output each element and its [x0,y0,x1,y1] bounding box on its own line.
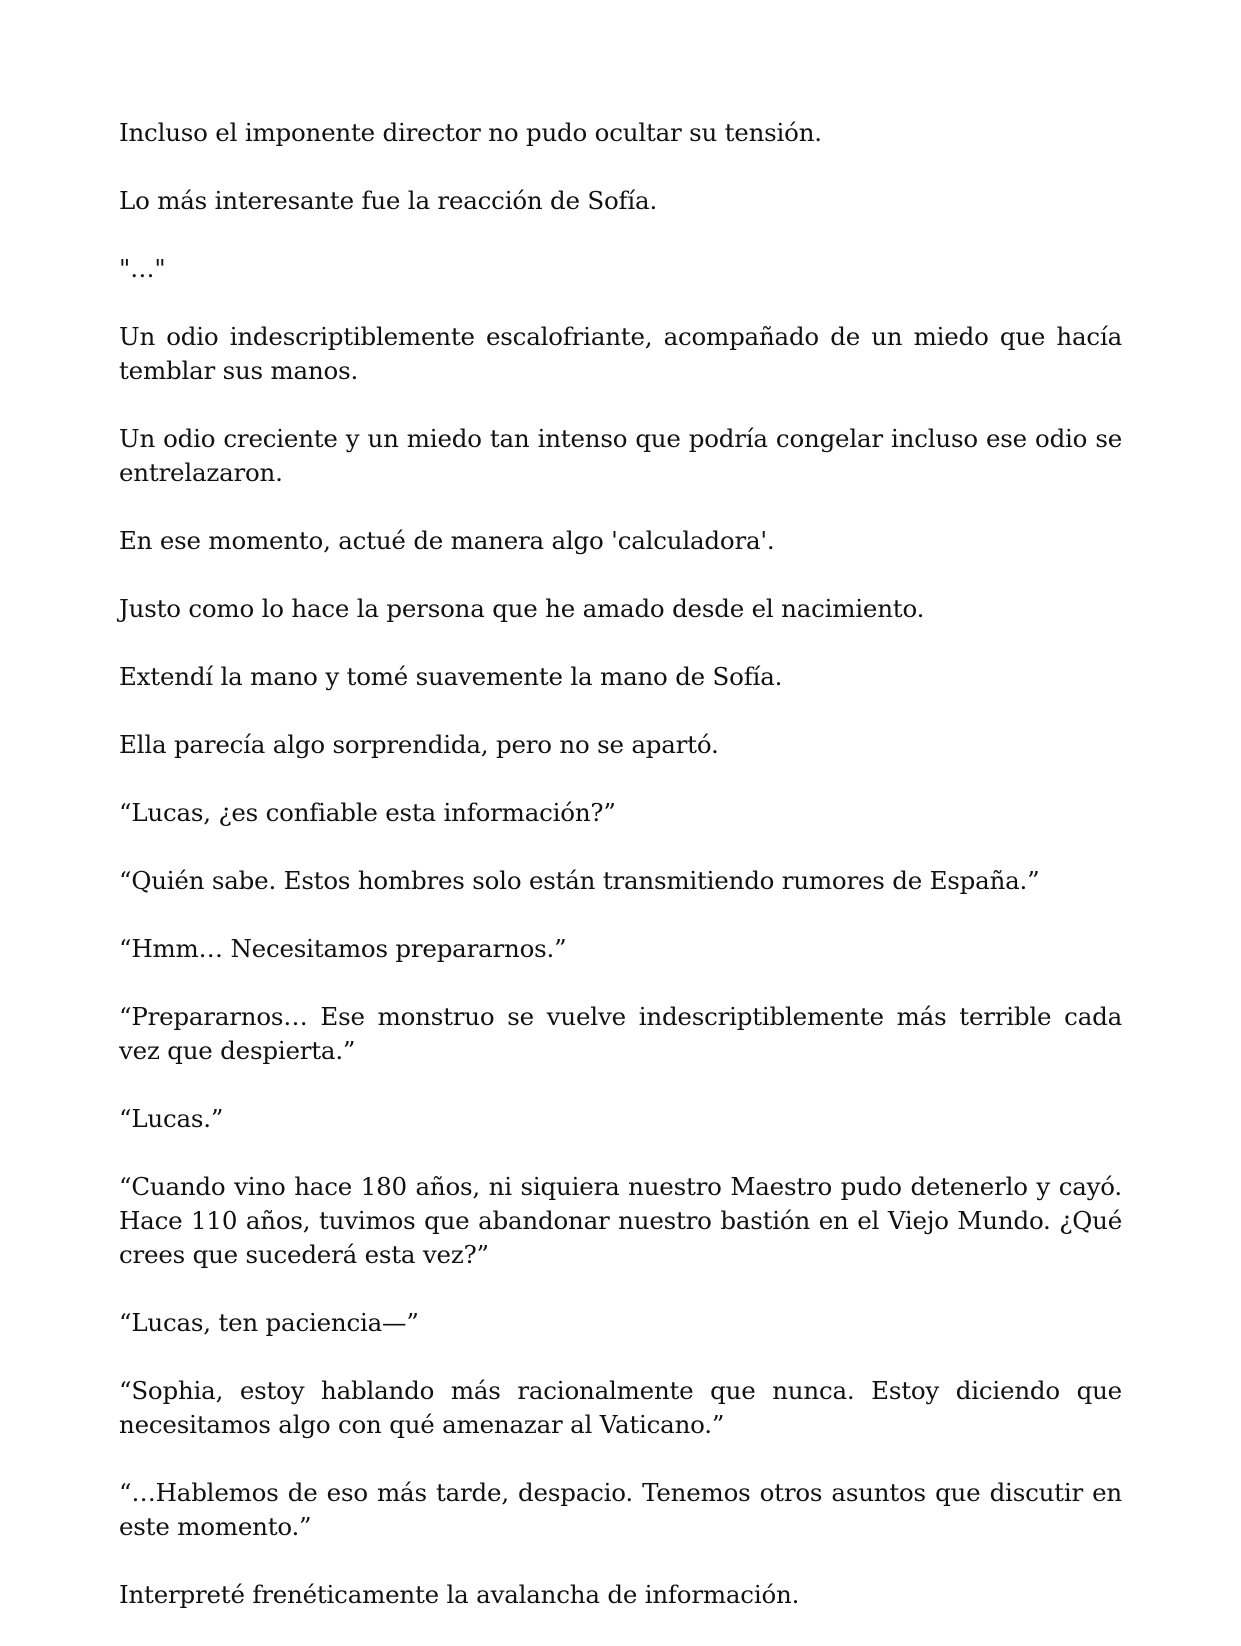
paragraph: “Sophia, estoy hablando más racionalmente que nunca. Estoy diciendo que necesitamos algo con qué amenazar al Vaticano.” [119,1376,1122,1439]
paragraph: Un odio creciente y un miedo tan intenso que podría congelar incluso ese odio se entrelazaron. [119,424,1122,487]
paragraph: “Cuando vino hace 180 años, ni siquiera nuestro Maestro pudo detenerlo y cayó. Hace 110 años, tuvimos que abandonar nuestro bastión en el Viejo Mundo. ¿Qué crees que sucederá esta vez?” [119,1172,1122,1269]
paragraph: Lo más interesante fue la reacción de Sofía. [119,186,658,215]
paragraph: Interpreté frenéticamente la avalancha de información. [119,1580,800,1609]
paragraph: En ese momento, actué de manera algo 'calculadora'. [119,526,775,555]
paragraph: Ella parecía algo sorprendida, pero no se apartó. [119,730,719,759]
paragraph: “Hmm… Necesitamos prepararnos.” [119,934,567,963]
paragraph: “Quién sabe. Estos hombres solo están transmitiendo rumores de España.” [119,866,1040,895]
paragraph: "…" [119,254,166,283]
paragraph: “Lucas, ten paciencia—” [119,1308,419,1337]
paragraph: Incluso el imponente director no pudo ocultar su tensión. [119,118,822,147]
paragraph: “Prepararnos… Ese monstruo se vuelve indescriptiblemente más terrible cada vez que despierta.” [119,1002,1122,1065]
paragraph: Justo como lo hace la persona que he amado desde el nacimiento. [119,594,925,623]
paragraph: “Lucas.” [119,1104,224,1133]
paragraph: Extendí la mano y tomé suavemente la mano de Sofía. [119,662,783,691]
paragraph: “…Hablemos de eso más tarde, despacio. Tenemos otros asuntos que discutir en este momento.” [119,1478,1122,1541]
paragraph: “Lucas, ¿es confiable esta información?” [119,798,616,827]
paragraph: Un odio indescriptiblemente escalofriante, acompañado de un miedo que hacía temblar sus manos. [119,322,1122,385]
document-body [119,116,1122,1646]
